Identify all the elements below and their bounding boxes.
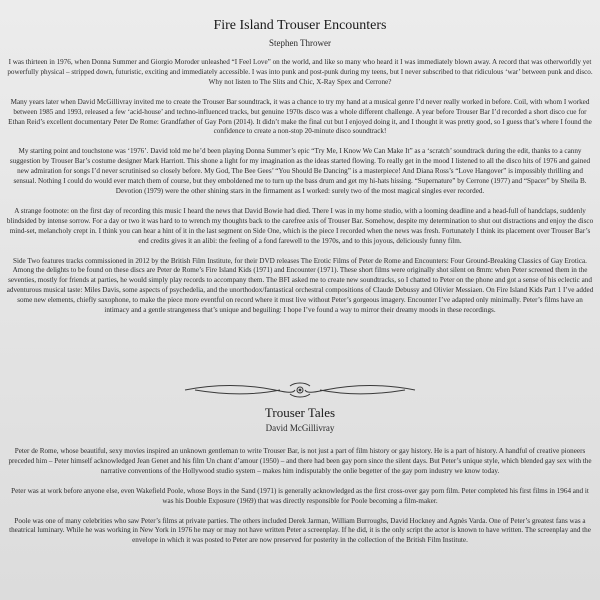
essay2-author: David McGillivray <box>265 423 335 433</box>
essay2-paragraph: Peter was at work before anyone else, even Wakefield Poole, whose Boys in the Sand (1971) is generally acknowledged as the first cross-over gay porn film. Peter completed his first films in 1964 and it was his Double Exposure (1969) that was directly responsible for Poole becoming a film-maker. <box>11 486 589 505</box>
liner-notes-page <box>5 0 595 600</box>
essay1-body <box>5 58 595 326</box>
essay2-title: Trouser Tales <box>264 405 336 420</box>
essay1-paragraph: My starting point and touchstone was ‘1976’. David told me he’d been playing Donna Summer’s epic “Try Me, I Know We Can Make It” as a ‘scratch’ soundtrack during the edit, thanks to a canny suggestion by Trouser Bar’s costume designer Mark Harriott. This shone a light for my imagination as the ideas started flowing. To really get in the mood I listened to all the disco hits of 1976 and gained new admiration for songs I’d never scrutinised so closely before. My God, The Bee Gees’ “You Should Be Dancing” is a masterpiece! And Diana Ross’s “Love Hangover” is impossibly thrilling and sensual. Nothing I could do would ever match them of course, but they emboldened me to turn up the bass drum and get my hi-hats hissing. “Supernature” by Cerrone (1977) and “Spacer” by Sheila B. Devotion (1979) were the other shining stars in the firmament as I worked: surely two of the most magical singles ever recorded. <box>9 147 591 195</box>
essay2-paragraph: Peter de Rome, whose beautiful, sexy movies inspired an unknown gentleman to write Trouser Bar, is not just a part of film history or gay history. He is a part of history. A handful of creative pioneers preceded him – Peter himself acknowledged Jean Genet and his film Un chant d’amour (1950) – and there had been gay porn since the silent days. But Peter’s unique style, which blended gay sex with the narrative conventions of the Hollywood studio system – makes him indisputably the onlie begetter of the gay porn industry we know today. <box>8 447 592 475</box>
essay1-paragraph: I was thirteen in 1976, when Donna Summer and Giorgio Moroder unleashed “I Feel Love” on the world, and like so many who heard it I was immediately blown away. A record that was otherworldly yet powerfully physical – stripped down, futuristic, exciting and immediately accessible. I was into punk and post-punk during my teens, but I never subscribed to that ridiculous ‘war’ between punk and disco. Why not listen to The Slits and Chic, X-Ray Spex and Cerrone? <box>7 58 593 86</box>
essay1-title: Fire Island Trouser Encounters <box>213 18 387 33</box>
essay2-paragraph: Poole was one of many celebrities who saw Peter’s films at private parties. The others included Derek Jarman, William Burroughs, David Hockney and Agnès Varda. One of Peter’s greatest fans was a theatrical luminary. While he was working in New York in 1976 he may or may not have written Peter a screenplay. If he did, it is the only script the actor is known to have written. The screenplay and the envelope in which it was posted to Peter are now preserved for posterity in the collection of the British Film Institute. <box>9 516 591 545</box>
essay1-paragraph: Side Two features tracks commissioned in 2012 by the British Film Institute, for their DVD releases The Erotic Films of Peter de Rome and Encounters: Four Ground-Breaking Classics of Gay Erotica. Among the delights to be found on these discs are Peter de Rome’s Fire Island Kids (1971) and Encounter (1971). These short films were originally shot silent on 8mm: when Peter screened them in the seventies, mostly for friends at parties, he would simply play records to accompany them. The BFI asked me to create new soundtracks, so I chatted to Peter on the phone and got a sense of his eclectic and adventurous musical taste: Miles Davis, some aspects of psychedelia, and the unorthodox/fantastical orchestral compositions of Claude Debussy and Olivier Messiaen. On Fire Island Kids Part 1 I’ve added some new elements, chiefly saxophone, to make the piece more eventful on record where it must live without Peter’s gorgeous imagery. Encounter I’ve adapted only minimally. Peter’s films have an intimacy and a gentle strangeness that’s unique and beguiling: I hope I’ve found a way to mirror their dreamy moods in these recordings. <box>6 256 594 315</box>
flourish-divider-icon <box>175 380 425 400</box>
essay2-body <box>5 447 595 556</box>
essay1-paragraph: Many years later when David McGillivray invited me to create the Trouser Bar soundtrack, it was a chance to try my hand at a musical genre I’d never really worked in before. Coil, with whom I worked between 1985 and 1993, released a few ‘acid-house’ and techno-influenced tracks, but genuine 1970s disco was a whole different challenge. A year before Trouser Bar I’d recorded a short disco cue for Ethan Reid’s excellent documentary Peter De Rome: Grandfather of Gay Porn (2014). It didn’t make the final cut but I enjoyed doing it, and I thought it was pretty good, so I guess that’s where I found the confidence to create a non-stop 20-minute disco soundtrack! <box>8 97 592 136</box>
essay1-paragraph: A strange footnote: on the first day of recording this music I heard the news that David Bowie had died. There I was in my home studio, with a looming deadline and a head-full of handclaps, suddenly blindsided by intense sorrow. For a day or two it was hard to to wrench my thoughts back to the carefree axis of Trouser Bar. Somehow, despite my determination to shut out distractions and enjoy the disco mind-set, melancholy crept in. I think you can hear a hint of it in the last segment on Side One, which is the piece I recorded when the news was fresh. Fortunately I think its placement over Trouser Bar’s end credits gives it an alibi: the feeling of a fond farewell to the 1970s, and to this joyous, deliciously funny film. <box>6 206 594 245</box>
essay1-author: Stephen Thrower <box>268 38 332 48</box>
